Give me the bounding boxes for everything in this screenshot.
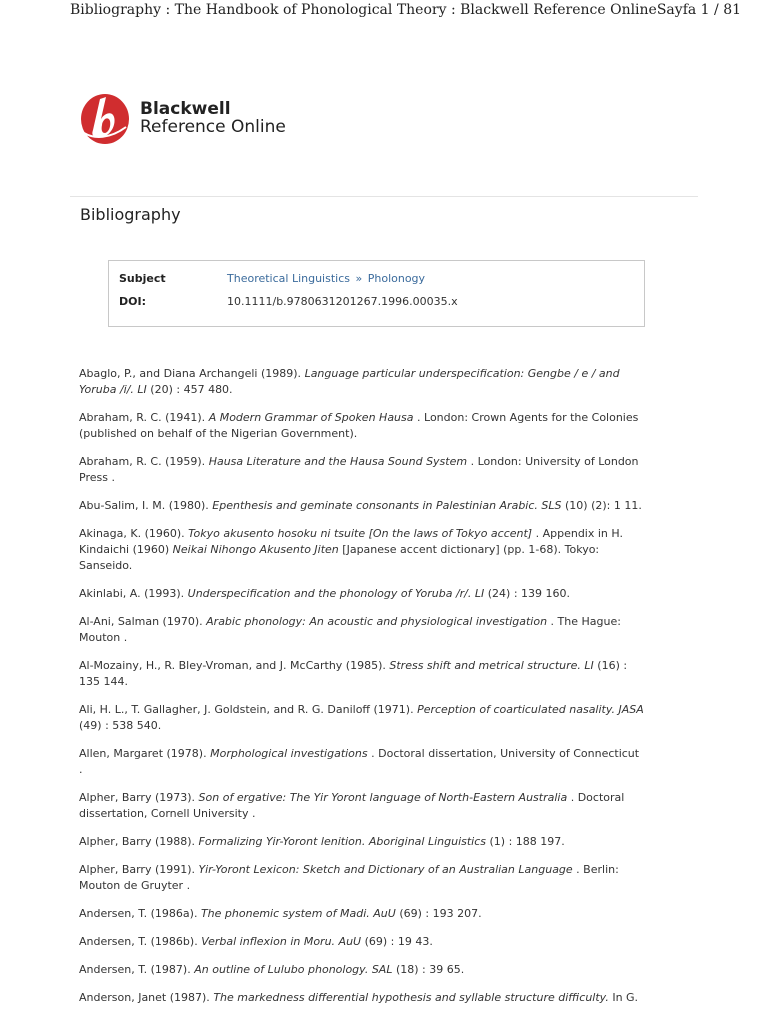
- entry-title: Yir-Yoront Lexicon: Sketch and Dictionary of an Australian Language: [198, 863, 573, 876]
- bibliography-entry: [79, 746, 645, 778]
- print-header-page-number: Sayfa 1 / 81: [656, 2, 742, 18]
- entry-source-title: Neikai Nihongo Akusento Jiten: [172, 543, 339, 556]
- bibliography-entry: [79, 862, 645, 894]
- entry-details: . Appendix in H. Kindaichi (1960): [79, 527, 623, 556]
- bibliography-entry: [79, 834, 645, 850]
- bibliography-entry: [79, 906, 645, 922]
- bibliography-entry: [79, 454, 645, 486]
- bibliography-entry: [79, 614, 645, 646]
- doi-value: 10.1111/b.9780631201267.1996.00035.x: [227, 295, 458, 308]
- entry-title: The phonemic system of Madi. AuU: [200, 907, 396, 920]
- entry-details: (16) : 135 144.: [79, 659, 628, 688]
- subject-separator: »: [355, 272, 363, 285]
- entry-title: Stress shift and metrical structure. LI: [389, 659, 594, 672]
- subject-link-theoretical-linguistics[interactable]: Theoretical Linguistics: [227, 272, 350, 285]
- bibliography-entry: [79, 526, 645, 574]
- entry-title: Perception of coarticulated nasality. JASA: [417, 703, 644, 716]
- entry-title: Epenthesis and geminate consonants in Palestinian Arabic. SLS: [212, 499, 562, 512]
- entry-authors-year: Andersen, T. (1986a).: [79, 907, 201, 920]
- entry-details: (18) : 39 65.: [392, 963, 465, 976]
- entry-details: . Berlin: Mouton de Gruyter .: [79, 863, 619, 892]
- bibliography-entry: [79, 934, 645, 950]
- bibliography-entry: [79, 990, 645, 1006]
- entry-authors-year: Akinlabi, A. (1993).: [79, 587, 188, 600]
- logo-subtitle: Reference Online: [140, 117, 286, 137]
- entry-authors-year: Anderson, Janet (1987).: [79, 991, 214, 1004]
- site-logo[interactable]: [80, 93, 320, 145]
- subject-link-phonology[interactable]: Pholonogy: [367, 272, 426, 285]
- entry-authors-year: Abraham, R. C. (1941).: [79, 411, 209, 424]
- entry-details: In G.: [608, 991, 639, 1004]
- entry-details: (69) : 19 43.: [361, 935, 433, 948]
- doi-label: DOI:: [119, 295, 146, 308]
- bibliography-entry: [79, 790, 645, 822]
- page-title: Bibliography: [80, 205, 181, 224]
- entry-authors-year: Alpher, Barry (1988).: [79, 835, 199, 848]
- entry-details: . Doctoral dissertation, University of Connecticut .: [79, 747, 640, 776]
- entry-title: Underspecification and the phonology of Yoruba /r/. LI: [187, 587, 485, 600]
- entry-authors-year: Allen, Margaret (1978).: [79, 747, 211, 760]
- entry-authors-year: Akinaga, K. (1960).: [79, 527, 189, 540]
- entry-authors-year: Abraham, R. C. (1959).: [79, 455, 209, 468]
- bibliography-entry: [79, 962, 645, 978]
- logo-brand: Blackwell: [140, 99, 231, 120]
- entry-details: . The Hague: Mouton .: [79, 615, 621, 644]
- entry-title: The markedness differential hypothesis and syllable structure difficulty.: [213, 991, 609, 1004]
- entry-authors-year: Alpher, Barry (1973).: [79, 791, 199, 804]
- entry-authors-year: Andersen, T. (1987).: [79, 963, 195, 976]
- blackwell-b-logo-icon: [80, 93, 130, 145]
- entry-title: An outline of Lulubo phonology. SAL: [194, 963, 393, 976]
- logo-wordmark: [140, 101, 286, 137]
- entry-title: Morphological investigations: [210, 747, 368, 760]
- entry-title: Verbal inflexion in Moru. AuU: [201, 935, 362, 948]
- entry-authors-year: Al-Ani, Salman (1970).: [79, 615, 207, 628]
- entry-authors-year: Andersen, T. (1986b).: [79, 935, 202, 948]
- entry-details: . London: Crown Agents for the Colonies (published on behalf of the Nigerian Government).: [79, 411, 639, 440]
- print-header: [70, 0, 742, 20]
- entry-details: (1) : 188 197.: [486, 835, 565, 848]
- subject-value: [227, 273, 425, 296]
- entry-details: (49) : 538 540.: [79, 719, 162, 732]
- subject-label: Subject: [119, 272, 166, 285]
- bibliography-entry: [79, 586, 645, 602]
- entry-details: (24) : 139 160.: [484, 587, 571, 600]
- entry-details: . Doctoral dissertation, Cornell University .: [79, 791, 625, 820]
- bibliography-entry: [79, 410, 645, 442]
- bibliography-entry: [79, 366, 645, 398]
- bibliography-entry: [79, 498, 645, 514]
- bibliography-entry: [79, 658, 645, 690]
- entry-title: Language particular underspecification: Gengbe / e / and Yoruba /i/. LI: [79, 367, 620, 396]
- print-header-title: Bibliography : The Handbook of Phonological Theory : Blackwell Reference Online: [70, 2, 657, 18]
- entry-title: Hausa Literature and the Hausa Sound System: [208, 455, 468, 468]
- entry-authors-year: Alpher, Barry (1991).: [79, 863, 199, 876]
- entry-title: Formalizing Yir-Yoront lenition. Aboriginal Linguistics: [198, 835, 487, 848]
- entry-title: A Modern Grammar of Spoken Hausa: [208, 411, 414, 424]
- entry-authors-year: Al-Mozainy, H., R. Bley-Vroman, and J. McCarthy (1985).: [79, 659, 390, 672]
- entry-title: Arabic phonology: An acoustic and physiological investigation: [206, 615, 548, 628]
- subject-row: [119, 273, 634, 296]
- entry-details: (20) : 457 480.: [146, 383, 233, 396]
- article-metadata-box: [108, 260, 645, 327]
- bibliography-list: [79, 366, 645, 1018]
- doi-row: [119, 296, 634, 319]
- entry-authors-year: Ali, H. L., T. Gallagher, J. Goldstein, and R. G. Daniloff (1971).: [79, 703, 418, 716]
- bibliography-entry: [79, 702, 645, 734]
- entry-authors-year: Abaglo, P., and Diana Archangeli (1989).: [79, 367, 305, 380]
- entry-authors-year: Abu-Salim, I. M. (1980).: [79, 499, 213, 512]
- entry-details: (10) (2): 1 11.: [561, 499, 642, 512]
- entry-title: Tokyo akusento hosoku ni tsuite [On the laws of Tokyo accent]: [188, 527, 533, 540]
- entry-details: (69) : 193 207.: [395, 907, 482, 920]
- entry-source-details: [Japanese accent dictionary] (pp. 1-68). Tokyo: Sanseido.: [79, 543, 600, 572]
- header-divider: [70, 196, 698, 197]
- entry-title: Son of ergative: The Yir Yoront language of North-Eastern Australia: [198, 791, 568, 804]
- entry-details: . London: University of London Press .: [79, 455, 639, 484]
